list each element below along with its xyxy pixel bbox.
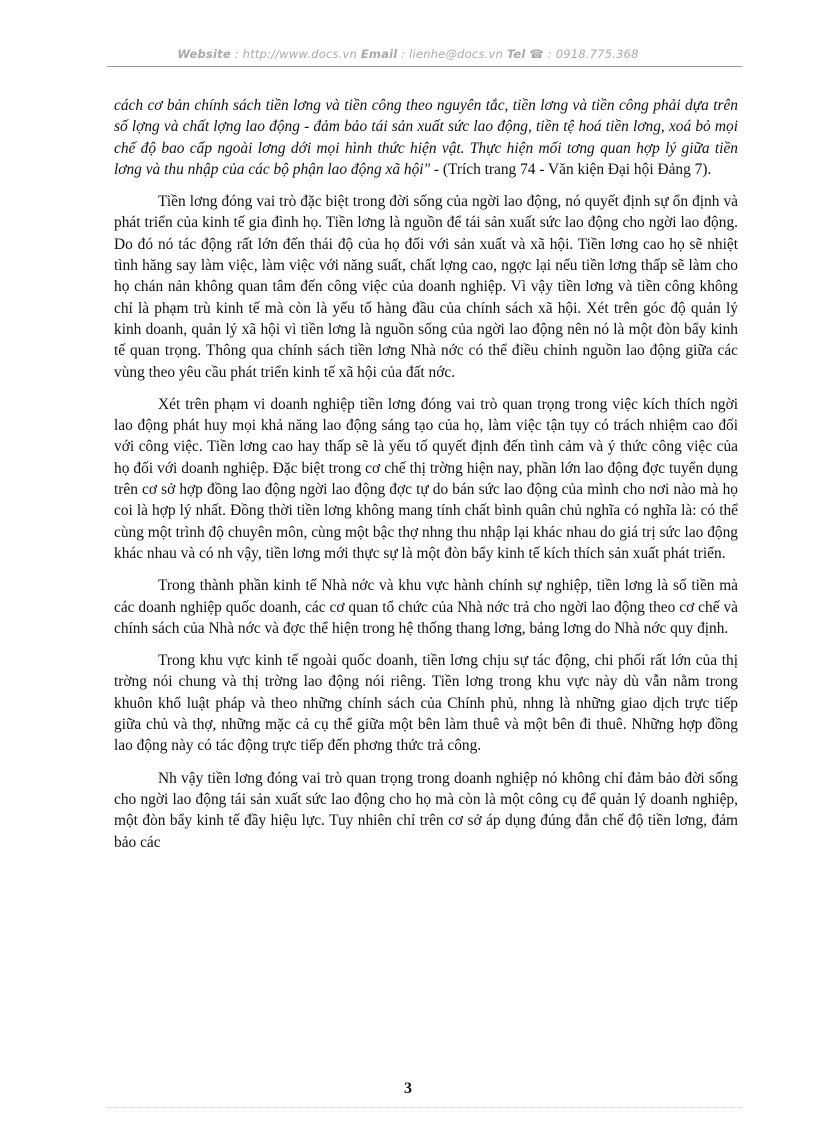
paragraph: Trong thành phần kinh tế Nhà nớc và khu vực hành chính sự nghiệp, tiền lơng là số tiền mà các doanh nghiệp quốc doanh, các cơ quan tổ chức của Nhà nớc trả cho ngời lao động theo cơ chế và chính sách của Nhà nớc và đợc thể hiện trong hệ thống thang lơng, bảng lơng do Nhà nớc quy định.	[114, 577, 738, 637]
document-body	[114, 95, 738, 864]
tel-value: ☎ : 0918.775.368	[525, 47, 639, 61]
website-label: Website	[177, 47, 231, 61]
paragraph: Tiền lơng đóng vai trò đặc biệt trong đời sống của ngời lao động, nó quyết định sự ổn định và phát triển của kinh tế gia đình họ. Tiền lơng là nguồn để tái sản xuất sức lao động cho ngời lao động. Do đó nó tác động rất lớn đến thái độ của họ đối với sản xuất và xã hội. Tiền lơng cao họ sẽ nhiệt tình hăng say làm việc, làm việc với năng suất, chất lợng cao, ngợc lại nếu tiền lơng thấp sẽ làm cho họ chán nản không quan tâm đến công việc của doanh nghiệp. Vì vậy tiền lơng và tiền công không chỉ là phạm trù kinh tế mà còn là yếu tố hàng đầu của chính sách xã hội. Xét trên góc độ quản lý kinh doanh, quản lý xã hội vì tiền lơng là nguồn sống của ngời lao động nên nó là một đòn bẩy kinh tế quan trọng. Thông qua chính sách tiền lơng Nhà nớc có thể điều chỉnh nguồn lao động giữa các vùng theo yêu cầu phát triển kinh tế xã hội của đất nớc.	[114, 193, 738, 381]
page-header	[0, 47, 816, 61]
header-divider	[107, 66, 742, 67]
website-value: : http://www.docs.vn	[230, 47, 361, 61]
tel-label: Tel	[506, 47, 526, 61]
paragraph: Xét trên phạm vi doanh nghiệp tiền lơng đóng vai trò quan trọng trong việc kích thích ngời lao động phát huy mọi khả năng lao động sáng tạo của họ, làm việc tận tụy có trách nhiệm cao đối với công việc. Tiền lơng cao hay thấp sẽ là yếu tố quyết định đến tình cảm và ý thức công việc của họ đối với doanh nghiệp. Đặc biệt trong cơ chế thị trờng hiện nay, phần lớn lao động đợc tuyển dụng trên cơ sở hợp đồng lao động ngời lao động đợc tự do bán sức lao động của mình cho nơi nào mà họ coi là hợp lý nhất. Đồng thời tiền lơng không mang tính chất bình quân chủ nghĩa có nghĩa là: có thể cùng một trình độ chuyên môn, cùng một bậc thợ nhng thu nhập lại khác nhau do giá trị sức lao động khác nhau và có nh vậy, tiền lơng mới thực sự là một đòn bẩy kinh tế kích thích sản xuất phát triển.	[114, 395, 738, 562]
paragraph: Nh vậy tiền lơng đóng vai trò quan trọng trong doanh nghiệp nó không chỉ đảm bảo đời sống cho ngời lao động tái sản xuất sức lao động cho họ mà còn là một công cụ để quản lý doanh nghiệp, một đòn bẩy kinh tế đầy hiệu lực. Tuy nhiên chỉ trên cơ sở áp dụng đúng đắn chế độ tiền lơng, đảm bảo các	[114, 769, 738, 851]
quote-citation: - (Trích trang 74 - Văn kiện Đại hội Đảng 7).	[430, 160, 712, 178]
quote-paragraph	[114, 95, 738, 180]
email-value: : lienhe@docs.vn	[397, 47, 507, 61]
footer-divider	[107, 1107, 742, 1108]
quote-text: cách cơ bản chính sách tiền lơng và tiền công theo nguyên tắc, tiền lơng và tiền công phải dựa trên số lợng và chất lợng lao động - đảm bảo tái sản xuất sức lao động, tiền tệ hoá tiền lơng, xoá bỏ mọi chế độ bao cấp ngoài lơng dới mọi hình thức hiện vật. Thực hiện mối tơng quan hợp lý giữa tiền lơng và thu nhập của các bộ phận lao động xã hội"	[114, 97, 738, 178]
email-label: Email	[360, 47, 398, 61]
page-number: 3	[404, 1080, 412, 1097]
paragraph: Trong khu vực kinh tế ngoài quốc doanh, tiền lơng chịu sự tác động, chi phối rất lớn của thị trờng nói chung và thị trờng lao động nói riêng. Tiền lơng trong khu vực này dù vẫn nằm trong khuôn khổ luật pháp và theo những chính sách của Chính phủ, nhng là những giao dịch trực tiếp giữa chủ và thợ, những mặc cả cụ thể giữa một bên làm thuê và một bên đi thuê. Những hợp đồng lao động này có tác động trực tiếp đến phơng thức trả công.	[114, 652, 738, 755]
